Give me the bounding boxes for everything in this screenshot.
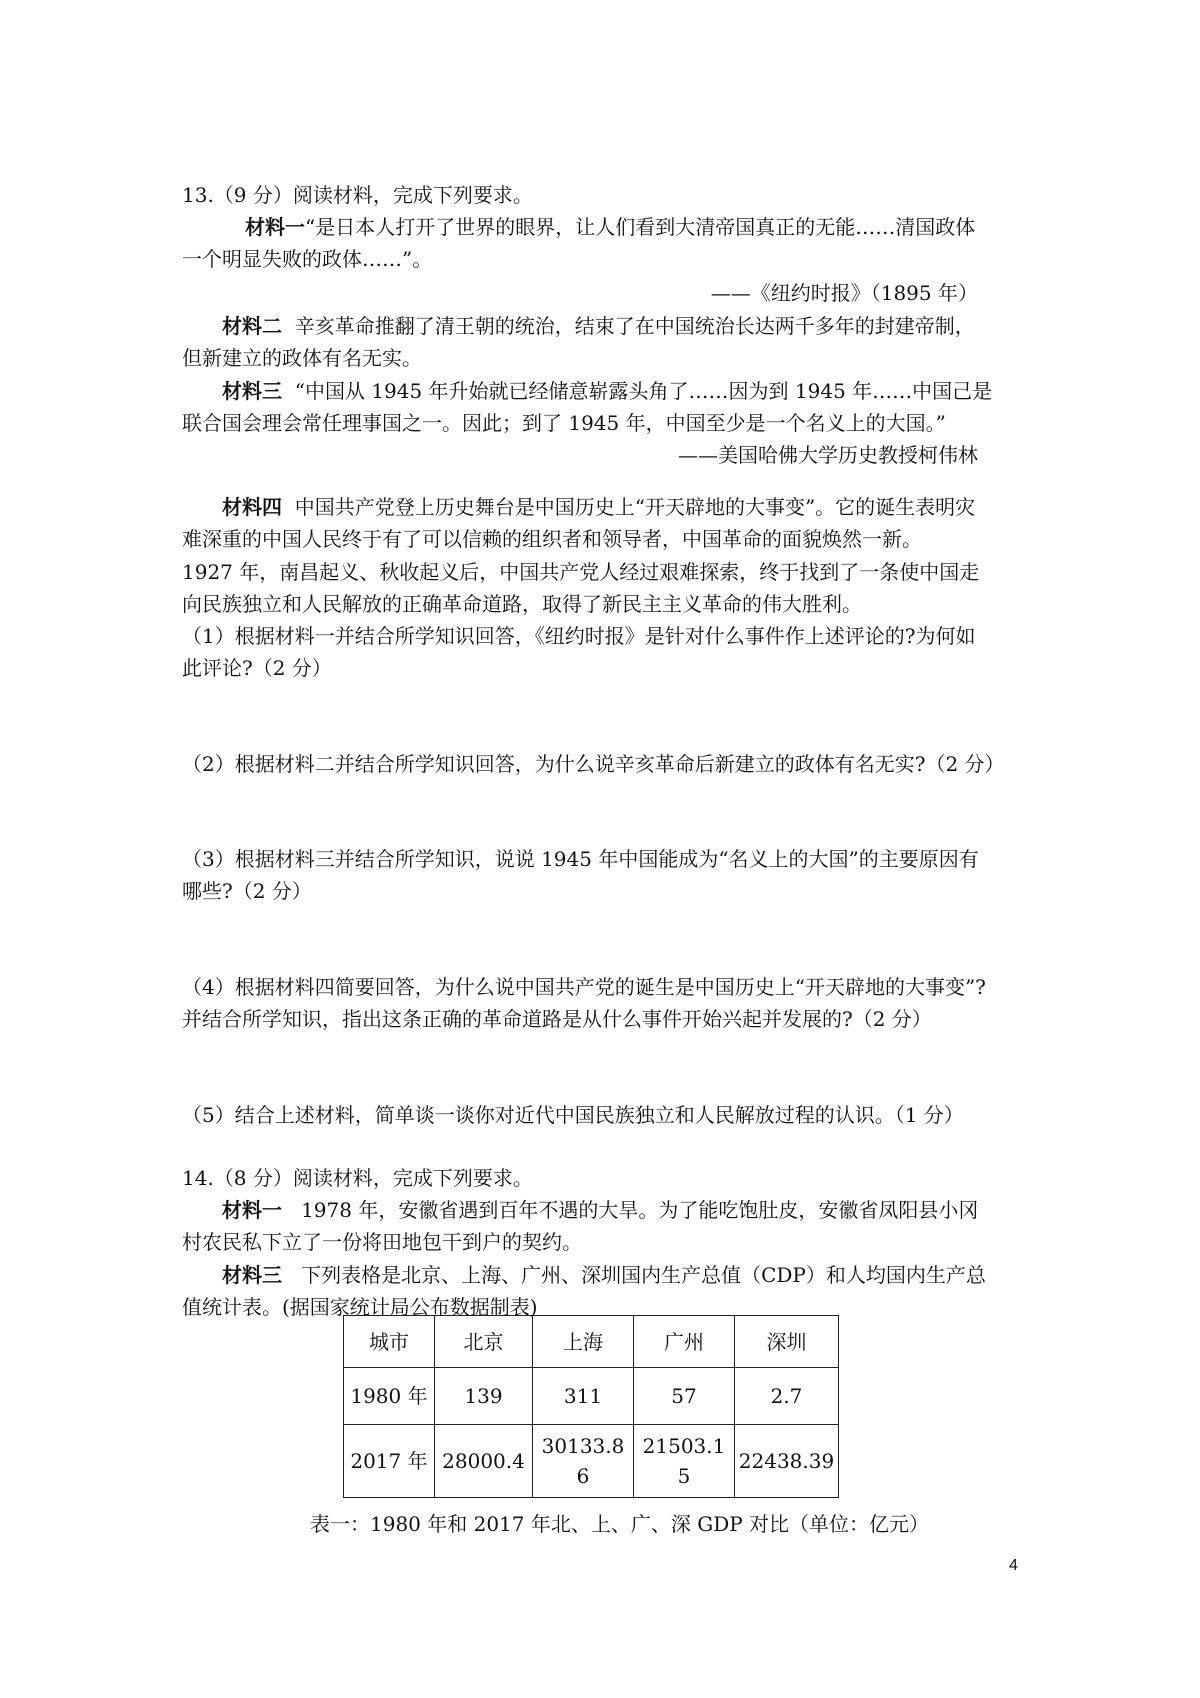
- table-cell: 28000.4: [435, 1425, 533, 1498]
- material-label: 材料一: [222, 1198, 282, 1222]
- page-number: 4: [1009, 1557, 1018, 1574]
- q13-material4-line3: 1927 年，南昌起义、秋收起义后，中国共产党人经过艰难探索，终于找到了一条使中国走: [182, 560, 980, 584]
- material-label: 材料三: [222, 1263, 282, 1287]
- material-label: 材料一: [245, 215, 305, 239]
- material-label: 材料四: [222, 495, 282, 519]
- table-cell: 城市: [344, 1316, 435, 1368]
- table-cell: 21503.1 5: [634, 1425, 735, 1498]
- table-cell: 上海: [533, 1316, 634, 1368]
- q13-material1-source: ——《纽约时报》（1895 年）: [710, 281, 978, 305]
- q13-material2-line1: 材料二 辛亥革命推翻了清王朝的统治，结束了在中国统治长达两千多年的封建帝制，: [222, 314, 975, 338]
- table-row: [344, 1425, 839, 1498]
- q14-header: 14.（8 分）阅读材料，完成下列要求。: [182, 1166, 533, 1190]
- material-label: 材料三: [222, 379, 282, 403]
- table-cell: 2017 年: [344, 1425, 435, 1498]
- q13-material3-line2: 联合国会理会常任理事国之一。因此；到了 1945 年，中国至少是一个名义上的大国。”: [182, 411, 946, 435]
- q13-header: 13.（9 分）阅读材料，完成下列要求。: [182, 183, 533, 207]
- table-caption: 表一：1980 年和 2017 年北、上、广、深 GDP 对比（单位：亿元）: [310, 1512, 930, 1536]
- table-cell: 30133.8 6: [533, 1425, 634, 1498]
- table-cell: 深圳: [735, 1316, 839, 1368]
- table-cell: 139: [435, 1368, 533, 1425]
- table-cell: 北京: [435, 1316, 533, 1368]
- table-header-row: [344, 1316, 839, 1368]
- q13-question1-line1: （1）根据材料一并结合所学知识回答，《纽约时报》是针对什么事件作上述评论的?为何如: [182, 624, 976, 648]
- gdp-table: [343, 1315, 839, 1498]
- table-cell: 2.7: [735, 1368, 839, 1425]
- material-label: 材料二: [222, 314, 282, 338]
- q13-material4-line2: 难深重的中国人民终于有了可以信赖的组织者和领导者，中国革命的面貌焕然一新。: [182, 527, 922, 551]
- q14-material3-line1: 材料三 下列表格是北京、上海、广州、深圳国内生产总值（CDP）和人均国内生产总: [222, 1263, 986, 1287]
- q14-material1-line2: 村农民私下立了一份将田地包干到户的契约。: [182, 1230, 582, 1254]
- q13-material3-source: ——美国哈佛大学历史教授柯伟林: [678, 443, 978, 467]
- table-cell: 1980 年: [344, 1368, 435, 1425]
- q13-material4-line4: 向民族独立和人民解放的正确革命道路，取得了新民主主义革命的伟大胜利。: [182, 592, 862, 616]
- q13-question1-line2: 此评论?（2 分）: [182, 656, 332, 680]
- table-row: [344, 1368, 839, 1425]
- q13-material4-line1: 材料四 中国共产党登上历史舞台是中国历史上“开天辟地的大事变”。它的诞生表明灾: [222, 495, 976, 519]
- q13-question5: （5）结合上述材料，简单谈一谈你对近代中国民族独立和人民解放过程的认识。（1 分）: [182, 1103, 964, 1127]
- q13-material1-line2: 一个明显失败的政体……”。: [182, 247, 433, 271]
- q14-material3-line2: 值统计表。(据国家统计局公布数据制表): [182, 1295, 538, 1319]
- q13-question4-line2: 并结合所学知识，指出这条正确的革命道路是从什么事件开始兴起并发展的?（2 分）: [182, 1007, 932, 1031]
- q13-question3-line1: （3）根据材料三并结合所学知识，说说 1945 年中国能成为“名义上的大国”的主要原因有: [182, 847, 979, 871]
- table-cell: 广州: [634, 1316, 735, 1368]
- q13-material2-line2: 但新建立的政体有名无实。: [182, 346, 422, 370]
- q13-question4-line1: （4）根据材料四简要回答，为什么说中国共产党的诞生是中国历史上“开天辟地的大事变”?: [182, 975, 986, 999]
- q13-question2: （2）根据材料二并结合所学知识回答，为什么说辛亥革命后新建立的政体有名无实?（2 分）: [182, 752, 1005, 776]
- table-cell: 22438.39: [735, 1425, 839, 1498]
- q13-question3-line2: 哪些?（2 分）: [182, 879, 312, 903]
- q13-material1-line1: 材料一“是日本人打开了世界的眼界，让人们看到大清帝国真正的无能……清国政体: [245, 215, 976, 239]
- q14-material1-line1: 材料一 1978 年，安徽省遇到百年不遇的大旱。为了能吃饱肚皮，安徽省凤阳县小冈: [222, 1198, 979, 1222]
- q13-material3-line1: 材料三 “中国从 1945 年升始就已经储意崭露头角了……因为到 1945 年……中国己是: [222, 379, 993, 403]
- table-cell: 57: [634, 1368, 735, 1425]
- table-cell: 311: [533, 1368, 634, 1425]
